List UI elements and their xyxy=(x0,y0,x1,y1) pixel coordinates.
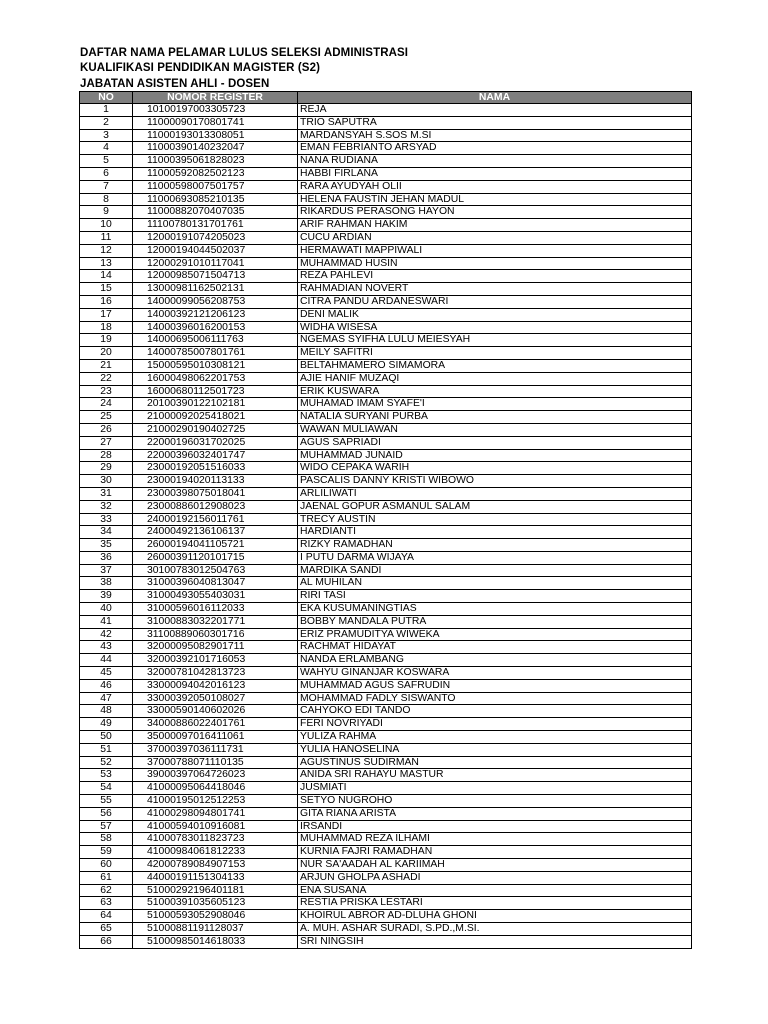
register-number-cell: 39000397064726023 xyxy=(133,769,298,782)
document-subtitle-position: JABATAN ASISTEN AHLI - DOSEN xyxy=(80,77,270,90)
table-row xyxy=(80,807,692,820)
row-number-cell: 13 xyxy=(80,257,133,270)
table-row xyxy=(80,795,692,808)
register-number-cell: 14000785007801761 xyxy=(133,347,298,360)
row-number-cell: 62 xyxy=(80,884,133,897)
register-number-cell: 51000593052908046 xyxy=(133,910,298,923)
register-number-cell: 11000390140232047 xyxy=(133,142,298,155)
name-cell: WAWAN MULIAWAN xyxy=(298,423,692,436)
register-number-cell: 31100889060301716 xyxy=(133,628,298,641)
row-number-cell: 44 xyxy=(80,654,133,667)
row-number-cell: 41 xyxy=(80,615,133,628)
name-cell: NANDA ERLAMBANG xyxy=(298,654,692,667)
register-number-cell: 16000680112501723 xyxy=(133,385,298,398)
name-cell: HARDIANTI xyxy=(298,526,692,539)
name-cell: HERMAWATI MAPPIWALI xyxy=(298,244,692,257)
row-number-cell: 60 xyxy=(80,859,133,872)
row-number-cell: 5 xyxy=(80,155,133,168)
table-row xyxy=(80,654,692,667)
register-number-cell: 44000191151304133 xyxy=(133,871,298,884)
row-number-cell: 27 xyxy=(80,436,133,449)
name-cell: JAENAL GOPUR ASMANUL SALAM xyxy=(298,500,692,513)
table-row xyxy=(80,411,692,424)
table-row xyxy=(80,462,692,475)
row-number-cell: 9 xyxy=(80,206,133,219)
register-number-cell: 35000097016411061 xyxy=(133,731,298,744)
register-number-cell: 10100197003305723 xyxy=(133,104,298,117)
register-number-cell: 31000883032201771 xyxy=(133,615,298,628)
row-number-cell: 23 xyxy=(80,385,133,398)
applicant-table xyxy=(79,91,692,949)
register-number-cell: 41000984061812233 xyxy=(133,846,298,859)
register-number-cell: 37000397036111731 xyxy=(133,743,298,756)
table-row xyxy=(80,167,692,180)
register-number-cell: 41000783011823723 xyxy=(133,833,298,846)
table-row xyxy=(80,155,692,168)
name-cell: TRIO SAPUTRA xyxy=(298,116,692,129)
name-cell: EMAN FEBRIANTO ARSYAD xyxy=(298,142,692,155)
row-number-cell: 1 xyxy=(80,104,133,117)
table-row xyxy=(80,590,692,603)
name-cell: RIRI TASI xyxy=(298,590,692,603)
table-row xyxy=(80,334,692,347)
row-number-cell: 59 xyxy=(80,846,133,859)
table-row xyxy=(80,231,692,244)
row-number-cell: 14 xyxy=(80,270,133,283)
table-row xyxy=(80,116,692,129)
table-body xyxy=(80,104,692,949)
table-row xyxy=(80,193,692,206)
table-row xyxy=(80,935,692,948)
register-number-cell: 16000498062201753 xyxy=(133,372,298,385)
register-number-cell: 51000391035605123 xyxy=(133,897,298,910)
table-row xyxy=(80,398,692,411)
name-cell: ARLILIWATI xyxy=(298,487,692,500)
name-cell: KURNIA FAJRI RAMADHAN xyxy=(298,846,692,859)
row-number-cell: 18 xyxy=(80,321,133,334)
row-number-cell: 17 xyxy=(80,308,133,321)
row-number-cell: 55 xyxy=(80,795,133,808)
table-row xyxy=(80,884,692,897)
register-number-cell: 31000493055403031 xyxy=(133,590,298,603)
name-cell: MARDIKA SANDI xyxy=(298,564,692,577)
register-number-cell: 21000092025418021 xyxy=(133,411,298,424)
table-row xyxy=(80,641,692,654)
table-row xyxy=(80,206,692,219)
name-cell: IRSANDI xyxy=(298,820,692,833)
row-number-cell: 19 xyxy=(80,334,133,347)
row-number-cell: 15 xyxy=(80,283,133,296)
row-number-cell: 50 xyxy=(80,731,133,744)
table-row xyxy=(80,743,692,756)
register-number-cell: 32000095082901711 xyxy=(133,641,298,654)
name-cell: RACHMAT HIDAYAT xyxy=(298,641,692,654)
register-number-cell: 30100783012504763 xyxy=(133,564,298,577)
register-number-cell: 23000192051516033 xyxy=(133,462,298,475)
table-row xyxy=(80,897,692,910)
row-number-cell: 51 xyxy=(80,743,133,756)
table-row xyxy=(80,436,692,449)
row-number-cell: 12 xyxy=(80,244,133,257)
row-number-cell: 53 xyxy=(80,769,133,782)
table-row xyxy=(80,359,692,372)
table-row xyxy=(80,782,692,795)
row-number-cell: 39 xyxy=(80,590,133,603)
document-header xyxy=(80,46,408,92)
name-cell: CAHYOKO EDI TANDO xyxy=(298,705,692,718)
name-cell: WIDO CEPAKA WARIH xyxy=(298,462,692,475)
row-number-cell: 10 xyxy=(80,219,133,232)
row-number-cell: 46 xyxy=(80,679,133,692)
name-cell: SRI NINGSIH xyxy=(298,935,692,948)
register-number-cell: 33000392050108027 xyxy=(133,692,298,705)
name-cell: AL MUHILAN xyxy=(298,577,692,590)
register-number-cell: 21000290190402725 xyxy=(133,423,298,436)
name-cell: YULIA HANOSELINA xyxy=(298,743,692,756)
document-subtitle-qualification: KUALIFIKASI PENDIDIKAN MAGISTER (S2) xyxy=(80,62,320,75)
register-number-cell: 11000592082502123 xyxy=(133,167,298,180)
row-number-cell: 63 xyxy=(80,897,133,910)
name-cell: WIDHA WISESA xyxy=(298,321,692,334)
name-cell: RESTIA PRISKA LESTARI xyxy=(298,897,692,910)
register-number-cell: 11000693085210135 xyxy=(133,193,298,206)
register-number-cell: 14000695006111763 xyxy=(133,334,298,347)
register-number-cell: 11000193013308051 xyxy=(133,129,298,142)
name-cell: NUR SA'AADAH AL KARIIMAH xyxy=(298,859,692,872)
register-number-cell: 11100780131701761 xyxy=(133,219,298,232)
row-number-cell: 49 xyxy=(80,718,133,731)
row-number-cell: 32 xyxy=(80,500,133,513)
table-row xyxy=(80,142,692,155)
column-header-name: NAMA xyxy=(298,92,692,104)
table-row xyxy=(80,423,692,436)
table-row xyxy=(80,692,692,705)
row-number-cell: 6 xyxy=(80,167,133,180)
table-row xyxy=(80,551,692,564)
table-row xyxy=(80,385,692,398)
register-number-cell: 23000194020113133 xyxy=(133,475,298,488)
row-number-cell: 26 xyxy=(80,423,133,436)
table-row xyxy=(80,731,692,744)
table-row xyxy=(80,270,692,283)
row-number-cell: 16 xyxy=(80,295,133,308)
table-row xyxy=(80,283,692,296)
register-number-cell: 51000881191128037 xyxy=(133,923,298,936)
name-cell: ANIDA SRI RAHAYU MASTUR xyxy=(298,769,692,782)
row-number-cell: 43 xyxy=(80,641,133,654)
table-row xyxy=(80,667,692,680)
register-number-cell: 14000396016200153 xyxy=(133,321,298,334)
column-header-no: NO xyxy=(80,92,133,104)
name-cell: KHOIRUL ABROR AD-DLUHA GHONI xyxy=(298,910,692,923)
table-row xyxy=(80,769,692,782)
name-cell: ENA SUSANA xyxy=(298,884,692,897)
table-row xyxy=(80,526,692,539)
register-number-cell: 26000391120101715 xyxy=(133,551,298,564)
register-number-cell: 51000985014618033 xyxy=(133,935,298,948)
name-cell: CUCU ARDIAN xyxy=(298,231,692,244)
table-row xyxy=(80,475,692,488)
register-number-cell: 23000886012908023 xyxy=(133,500,298,513)
table-row xyxy=(80,500,692,513)
table-row xyxy=(80,833,692,846)
register-number-cell: 41000594010916081 xyxy=(133,820,298,833)
table-row xyxy=(80,257,692,270)
row-number-cell: 66 xyxy=(80,935,133,948)
name-cell: HELENA FAUSTIN JEHAN MADUL xyxy=(298,193,692,206)
table-row xyxy=(80,859,692,872)
name-cell: AGUSTINUS SUDIRMAN xyxy=(298,756,692,769)
name-cell: EKA KUSUMANINGTIAS xyxy=(298,603,692,616)
register-number-cell: 13000981162502131 xyxy=(133,283,298,296)
register-number-cell: 34000886022401761 xyxy=(133,718,298,731)
row-number-cell: 61 xyxy=(80,871,133,884)
row-number-cell: 64 xyxy=(80,910,133,923)
row-number-cell: 36 xyxy=(80,551,133,564)
table-row xyxy=(80,577,692,590)
name-cell: MOHAMMAD FADLY SISWANTO xyxy=(298,692,692,705)
table-row xyxy=(80,104,692,117)
row-number-cell: 40 xyxy=(80,603,133,616)
table-row xyxy=(80,180,692,193)
row-number-cell: 58 xyxy=(80,833,133,846)
table-row xyxy=(80,308,692,321)
row-number-cell: 20 xyxy=(80,347,133,360)
row-number-cell: 48 xyxy=(80,705,133,718)
register-number-cell: 11000090170801741 xyxy=(133,116,298,129)
register-number-cell: 26000194041105721 xyxy=(133,539,298,552)
name-cell: ERIK KUSWARA xyxy=(298,385,692,398)
row-number-cell: 33 xyxy=(80,513,133,526)
name-cell: REZA PAHLEVI xyxy=(298,270,692,283)
row-number-cell: 11 xyxy=(80,231,133,244)
row-number-cell: 25 xyxy=(80,411,133,424)
row-number-cell: 35 xyxy=(80,539,133,552)
table-row xyxy=(80,923,692,936)
register-number-cell: 23000398075018041 xyxy=(133,487,298,500)
row-number-cell: 4 xyxy=(80,142,133,155)
row-number-cell: 38 xyxy=(80,577,133,590)
table-row xyxy=(80,513,692,526)
name-cell: MUHAMAD IMAM SYAFE'I xyxy=(298,398,692,411)
name-cell: RAHMADIAN NOVERT xyxy=(298,283,692,296)
table-row xyxy=(80,295,692,308)
name-cell: MUHAMMAD AGUS SAFRUDIN xyxy=(298,679,692,692)
row-number-cell: 57 xyxy=(80,820,133,833)
register-number-cell: 12000194044502037 xyxy=(133,244,298,257)
name-cell: RARA AYUDYAH OLII xyxy=(298,180,692,193)
row-number-cell: 47 xyxy=(80,692,133,705)
register-number-cell: 15000595010308121 xyxy=(133,359,298,372)
name-cell: YULIZA RAHMA xyxy=(298,731,692,744)
name-cell: MUHAMMAD JUNAID xyxy=(298,449,692,462)
register-number-cell: 11000395061828023 xyxy=(133,155,298,168)
name-cell: MEILY SAFITRI xyxy=(298,347,692,360)
name-cell: NGEMAS SYIFHA LULU MEIESYAH xyxy=(298,334,692,347)
name-cell: SETYO NUGROHO xyxy=(298,795,692,808)
name-cell: FERI NOVRIYADI xyxy=(298,718,692,731)
register-number-cell: 14000099056208753 xyxy=(133,295,298,308)
table-row xyxy=(80,244,692,257)
row-number-cell: 8 xyxy=(80,193,133,206)
register-number-cell: 32000392101716053 xyxy=(133,654,298,667)
table-row xyxy=(80,129,692,142)
table-row xyxy=(80,372,692,385)
name-cell: PASCALIS DANNY KRISTI WIBOWO xyxy=(298,475,692,488)
table-row xyxy=(80,871,692,884)
name-cell: GITA RIANA ARISTA xyxy=(298,807,692,820)
name-cell: DENI MALIK xyxy=(298,308,692,321)
register-number-cell: 33000094042016123 xyxy=(133,679,298,692)
row-number-cell: 42 xyxy=(80,628,133,641)
table-row xyxy=(80,487,692,500)
register-number-cell: 33000590140602026 xyxy=(133,705,298,718)
table-row xyxy=(80,718,692,731)
table-row xyxy=(80,564,692,577)
row-number-cell: 24 xyxy=(80,398,133,411)
register-number-cell: 22000396032401747 xyxy=(133,449,298,462)
name-cell: I PUTU DARMA WIJAYA xyxy=(298,551,692,564)
table-row xyxy=(80,219,692,232)
table-row xyxy=(80,628,692,641)
name-cell: AGUS SAPRIADI xyxy=(298,436,692,449)
row-number-cell: 65 xyxy=(80,923,133,936)
register-number-cell: 12000191074205023 xyxy=(133,231,298,244)
table-header-row xyxy=(80,92,692,104)
table-row xyxy=(80,539,692,552)
table-row xyxy=(80,756,692,769)
register-number-cell: 24000192156011761 xyxy=(133,513,298,526)
name-cell: CITRA PANDU ARDANESWARI xyxy=(298,295,692,308)
register-number-cell: 41000195012512253 xyxy=(133,795,298,808)
name-cell: HABBI FIRLANA xyxy=(298,167,692,180)
name-cell: BOBBY MANDALA PUTRA xyxy=(298,615,692,628)
table-row xyxy=(80,820,692,833)
register-number-cell: 42000789084907153 xyxy=(133,859,298,872)
register-number-cell: 11000882070407035 xyxy=(133,206,298,219)
register-number-cell: 31000396040813047 xyxy=(133,577,298,590)
register-number-cell: 24000492136106137 xyxy=(133,526,298,539)
row-number-cell: 2 xyxy=(80,116,133,129)
row-number-cell: 30 xyxy=(80,475,133,488)
name-cell: ARIF RAHMAN HAKIM xyxy=(298,219,692,232)
register-number-cell: 31000596016112033 xyxy=(133,603,298,616)
name-cell: RIKARDUS PERASONG HAYON xyxy=(298,206,692,219)
register-number-cell: 41000298094801741 xyxy=(133,807,298,820)
register-number-cell: 14000392121206123 xyxy=(133,308,298,321)
register-number-cell: 12000291010117041 xyxy=(133,257,298,270)
table-row xyxy=(80,846,692,859)
register-number-cell: 32000781042813723 xyxy=(133,667,298,680)
name-cell: A. MUH. ASHAR SURADI, S.PD.,M.SI. xyxy=(298,923,692,936)
name-cell: ARJUN GHOLPA ASHADI xyxy=(298,871,692,884)
name-cell: BELTAHMAMERO SIMAMORA xyxy=(298,359,692,372)
row-number-cell: 37 xyxy=(80,564,133,577)
register-number-cell: 11000598007501757 xyxy=(133,180,298,193)
row-number-cell: 7 xyxy=(80,180,133,193)
register-number-cell: 20100390122102181 xyxy=(133,398,298,411)
name-cell: NANA RUDIANA xyxy=(298,155,692,168)
register-number-cell: 22000196031702025 xyxy=(133,436,298,449)
row-number-cell: 56 xyxy=(80,807,133,820)
register-number-cell: 12000985071504713 xyxy=(133,270,298,283)
table-row xyxy=(80,615,692,628)
name-cell: RIZKY RAMADHAN xyxy=(298,539,692,552)
name-cell: TRECY AUSTIN xyxy=(298,513,692,526)
name-cell: REJA xyxy=(298,104,692,117)
table-row xyxy=(80,321,692,334)
table-row xyxy=(80,449,692,462)
name-cell: AJIE HANIF MUZAQI xyxy=(298,372,692,385)
row-number-cell: 21 xyxy=(80,359,133,372)
row-number-cell: 22 xyxy=(80,372,133,385)
name-cell: JUSMIATI xyxy=(298,782,692,795)
table-row xyxy=(80,910,692,923)
name-cell: NATALIA SURYANI PURBA xyxy=(298,411,692,424)
name-cell: MUHAMMAD HUSIN xyxy=(298,257,692,270)
row-number-cell: 28 xyxy=(80,449,133,462)
register-number-cell: 37000788071110135 xyxy=(133,756,298,769)
row-number-cell: 45 xyxy=(80,667,133,680)
table-row xyxy=(80,705,692,718)
document-title: DAFTAR NAMA PELAMAR LULUS SELEKSI ADMINISTRASI xyxy=(80,47,409,59)
register-number-cell: 51000292196401181 xyxy=(133,884,298,897)
name-cell: ERIZ PRAMUDITYA WIWEKA xyxy=(298,628,692,641)
column-header-register-number: NOMOR REGISTER xyxy=(133,92,298,104)
name-cell: MARDANSYAH S.SOS M.SI xyxy=(298,129,692,142)
name-cell: WAHYU GINANJAR KOSWARA xyxy=(298,667,692,680)
row-number-cell: 29 xyxy=(80,462,133,475)
row-number-cell: 34 xyxy=(80,526,133,539)
row-number-cell: 54 xyxy=(80,782,133,795)
row-number-cell: 3 xyxy=(80,129,133,142)
table-row xyxy=(80,347,692,360)
register-number-cell: 41000095064418046 xyxy=(133,782,298,795)
table-row xyxy=(80,603,692,616)
row-number-cell: 31 xyxy=(80,487,133,500)
name-cell: MUHAMMAD REZA ILHAMI xyxy=(298,833,692,846)
row-number-cell: 52 xyxy=(80,756,133,769)
table-row xyxy=(80,679,692,692)
